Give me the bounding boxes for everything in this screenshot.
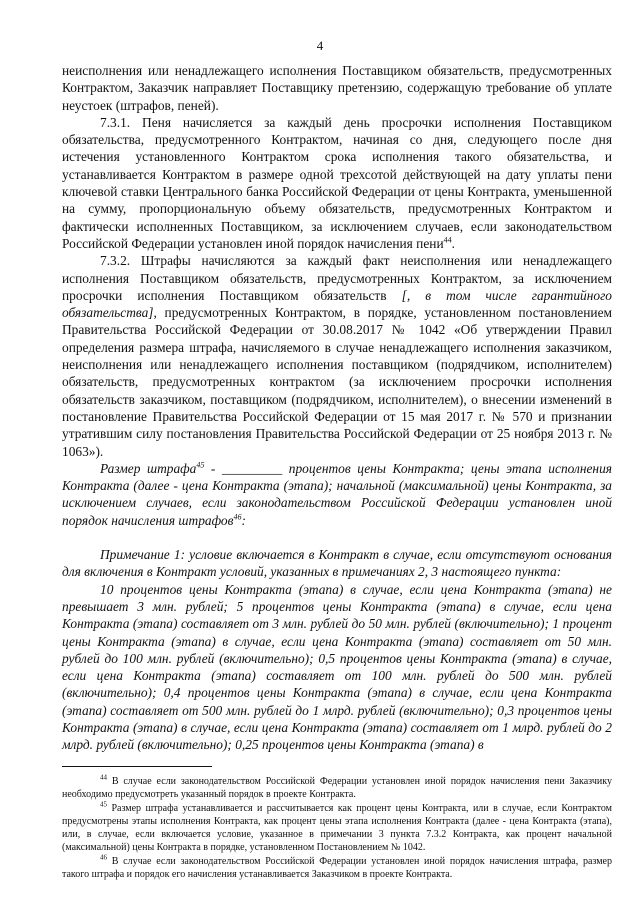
page-number: 4 [316,38,324,53]
footnote-45: $^{45}$ Размер штрафа устанавливается и рассчитывается как процент цены Контракта, или в случае, если Контрактом предусмотрены этапы исполнения Контракта, как процент цены этапа исполнения Контракта (далее - цена Контракта (этапа), или, в случае, если включается условие, указанное в примечании 3 пункта 7.3.2 Контракта, как процент начальной (максимальной) цены Контракта в порядке, установленном Постановлением № 1042. [62,800,612,854]
paragraph-intro: неисполнения или ненадлежащего исполнения Поставщиком обязательств, предусмотренных Контрактом, Заказчик направляет Поставщику претензию, содержащую требование об уплате неустоек (штрафов, пеней). [62,63,612,113]
footnote-44: $^{44}$ В случае если законодательством Российской Федерации установлен иной порядок начисления пени Заказчику необходимо предусмотреть указанный порядок в проекте Контракта. [62,773,612,801]
paragraph-7-3-1: 7.3.1. Пеня начисляется за каждый день просрочки исполнения Поставщиком обязательства, предусмотренного Контрактом, начиная со дня, следующего после дня истечения установленного Контрактом срока исполнения такого обязательства, и устанавливается Контрактом в размере одной трехсотой действующей на дату уплаты пени ключевой ставки Центрального банка Российской Федерации от цены Контракта, уменьшенной на сумму, пропорциональную объему обязательств, предусмотренных Контрактом и фактически исполненных Поставщиком, за исключением случаев, если законодательством Российской Федерации установлен иной порядок начисления пени$^{44}$. [62,114,612,251]
paragraph-penalty-rates: 10 процентов цены Контракта (этапа) в случае, если цена Контракта (этапа) не превышает 3 млн. рублей; 5 процентов цены Контракта (этапа) в случае, если цена Контракта (этапа) составляет от 3 млн. рублей до 50 млн. рублей (включительно); 1 процент цены Контракта (этапа) в случае, если цена Контракта (этапа) составляет от 50 млн. рублей до 100 млн. рублей (включительно); 0,5 процентов цены Контракта (этапа) в случае, если цена Контракта (этапа) составляет от 100 млн. рублей до 500 млн. рублей (включительно); 0,4 процентов цены Контракта (этапа) в случае, если цена Контракта (этапа) составляет от 500 млн. рублей до 1 млрд. рублей (включительно); 0,3 процентов цены Контракта (этапа) в случае, если цена Контракта (этапа) составляет от 1 млрд. рублей до 2 млрд. рублей (включительно); 0,25 процентов цены Контракта (этапа) в [62,581,612,753]
footnote-ref-46: 46 [233,512,242,522]
footnote-ref-44: 44 [443,235,452,245]
footnote-ref-45: 45 [196,460,205,470]
paragraph-7-3-2: 7.3.2. Штрафы начисляются за каждый факт неисполнения или ненадлежащего исполнения Поставщиком обязательств, предусмотренных Контрактом, за исключением просрочки исполнения Поставщиком обязательств [, в том числе гарантийного обязательства], предусмотренных Контрактом, в порядке, установленном постановлением Правительства Российской Федерации от 30.08.2017 № 1042 «Об утверждении Правил определения размера штрафа, начисляемого в случае ненадлежащего исполнения заказчиком, неисполнения или ненадлежащего исполнения поставщиком (подрядчиком, исполнителем) обязательств, предусмотренных контрактом (за исключением просрочки исполнения обязательств заказчиком, поставщиком (подрядчиком, исполнителем), о внесении изменений в постановление Правительства Российской Федерации от 15 мая 2017 г. № 570 и признании утратившим силу постановления Правительства Российской Федерации от 25 ноября 2013 г. № 1063»). [62,253,612,459]
spacer [62,529,612,546]
footnote-divider [62,766,212,767]
footnotes [62,766,612,881]
document-body [62,62,612,754]
paragraph-penalty-size: Размер штрафа$^{45}$ - _________ процентов цены Контракта; цены этапа исполнения Контракта (далее - цена Контракта (этапа); начальной (максимальной) цены Контракта, за исключением случаев, если законодательством Российской Федерации установлен иной порядок начисления штрафов$^{46}$: [62,460,612,528]
paragraph-note-1: Примечание 1: условие включается в Контракт в случае, если отсутствуют основания для включения в Контракт условий, указанных в примечаниях 2, 3 настоящего пункта: [62,547,612,580]
footnote-46: $^{46}$ В случае если законодательством Российской Федерации установлен иной порядок начисления штрафа, размер такого штрафа и порядок его начисления устанавливается Заказчиком в проекте Контракта. [62,853,612,881]
